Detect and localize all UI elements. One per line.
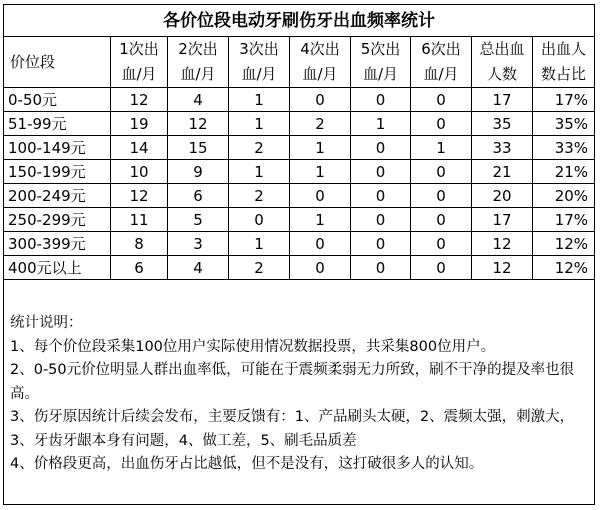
column-header-line: 4次出 bbox=[300, 40, 340, 58]
count-cell: 21 bbox=[472, 160, 533, 184]
note-item-2: 2、0-50元价位明显人群出血率低，可能在于震频柔弱无力所致，刷不干净的提及率也很高。 bbox=[10, 362, 575, 402]
count-cell: 0 bbox=[290, 232, 351, 256]
price-range-cell: 51-99元 bbox=[4, 112, 111, 136]
count-cell: 12 bbox=[472, 256, 533, 280]
column-header-line: 血/月 bbox=[241, 65, 277, 83]
count-cell: 12 bbox=[168, 112, 229, 136]
count-cell: 35 bbox=[472, 112, 533, 136]
column-header-line: 出血人 bbox=[541, 40, 587, 58]
percentage-cell: 17% bbox=[533, 88, 595, 112]
count-cell: 20 bbox=[472, 184, 533, 208]
count-cell: 0 bbox=[290, 256, 351, 280]
count-cell: 4 bbox=[168, 256, 229, 280]
count-cell: 19 bbox=[111, 112, 168, 136]
count-cell: 0 bbox=[351, 208, 411, 232]
column-header-line: 3次出 bbox=[239, 40, 279, 58]
notes-section bbox=[10, 312, 590, 477]
count-cell: 0 bbox=[411, 88, 472, 112]
header-row bbox=[4, 37, 595, 88]
count-cell: 17 bbox=[472, 88, 533, 112]
table-row bbox=[4, 160, 595, 184]
column-header bbox=[533, 37, 595, 88]
price-range-cell: 400元以上 bbox=[4, 256, 111, 280]
count-cell: 14 bbox=[111, 136, 168, 160]
column-header bbox=[351, 37, 411, 88]
count-cell: 5 bbox=[168, 208, 229, 232]
column-header-line: 血/月 bbox=[423, 65, 459, 83]
price-range-cell: 100-149元 bbox=[4, 136, 111, 160]
count-cell: 0 bbox=[351, 160, 411, 184]
table-row bbox=[4, 112, 595, 136]
percentage-cell: 20% bbox=[533, 184, 595, 208]
count-cell: 0 bbox=[351, 136, 411, 160]
column-header bbox=[229, 37, 290, 88]
count-cell: 3 bbox=[168, 232, 229, 256]
count-cell: 0 bbox=[290, 184, 351, 208]
column-header bbox=[168, 37, 229, 88]
count-cell: 1 bbox=[229, 112, 290, 136]
price-range-cell: 0-50元 bbox=[4, 88, 111, 112]
count-cell: 11 bbox=[111, 208, 168, 232]
count-cell: 2 bbox=[290, 112, 351, 136]
column-header-line: 数占比 bbox=[541, 65, 587, 83]
column-header-line: 总出血 bbox=[479, 40, 525, 58]
count-cell: 6 bbox=[168, 184, 229, 208]
table-row bbox=[4, 88, 595, 112]
table-row bbox=[4, 184, 595, 208]
count-cell: 0 bbox=[411, 160, 472, 184]
count-cell: 1 bbox=[290, 160, 351, 184]
count-cell: 0 bbox=[411, 112, 472, 136]
column-header-line: 5次出 bbox=[360, 40, 401, 58]
column-header-line: 血/月 bbox=[302, 65, 338, 83]
count-cell: 0 bbox=[411, 256, 472, 280]
count-cell: 8 bbox=[111, 232, 168, 256]
count-cell: 1 bbox=[229, 88, 290, 112]
statistics-sheet bbox=[3, 4, 595, 505]
column-header bbox=[472, 37, 533, 88]
table-body bbox=[4, 88, 595, 280]
percentage-cell: 17% bbox=[533, 208, 595, 232]
percentage-cell: 12% bbox=[533, 256, 595, 280]
percentage-cell: 33% bbox=[533, 136, 595, 160]
percentage-cell: 12% bbox=[533, 232, 595, 256]
count-cell: 0 bbox=[351, 184, 411, 208]
count-cell: 12 bbox=[111, 88, 168, 112]
column-header-line: 1次出 bbox=[119, 40, 159, 58]
column-header-line: 血/月 bbox=[180, 65, 216, 83]
count-cell: 0 bbox=[351, 256, 411, 280]
percentage-cell: 35% bbox=[533, 112, 595, 136]
column-header-line: 6次出 bbox=[421, 40, 461, 58]
count-cell: 4 bbox=[168, 88, 229, 112]
count-cell: 1 bbox=[351, 112, 411, 136]
count-cell: 33 bbox=[472, 136, 533, 160]
table-title: 各价位段电动牙刷伤牙出血频率统计 bbox=[4, 5, 595, 37]
price-range-cell: 250-299元 bbox=[4, 208, 111, 232]
count-cell: 2 bbox=[229, 136, 290, 160]
column-header-line: 2次出 bbox=[178, 40, 218, 58]
note-item-1: 1、每个价位段采集100位用户实际使用情况数据投票，共采集800位用户。 bbox=[10, 338, 496, 355]
column-header bbox=[290, 37, 351, 88]
count-cell: 2 bbox=[229, 184, 290, 208]
notes-heading: 统计说明： bbox=[10, 315, 83, 331]
percentage-cell: 21% bbox=[533, 160, 595, 184]
count-cell: 9 bbox=[168, 160, 229, 184]
count-cell: 0 bbox=[411, 232, 472, 256]
column-header-line: 血/月 bbox=[121, 65, 157, 83]
column-header bbox=[411, 37, 472, 88]
count-cell: 1 bbox=[411, 136, 472, 160]
count-cell: 17 bbox=[472, 208, 533, 232]
column-header bbox=[111, 37, 168, 88]
count-cell: 6 bbox=[111, 256, 168, 280]
count-cell: 0 bbox=[351, 232, 411, 256]
price-range-cell: 200-249元 bbox=[4, 184, 111, 208]
column-header-line: 血/月 bbox=[362, 65, 399, 83]
table-row bbox=[4, 256, 595, 280]
note-item-3: 3、伤牙原因统计后续会发布，主要反馈有：1、产品刷头太硬，2、震频太强，刺激大，3、牙齿牙龈本身有问题，4、做工差，5、刷毛品质差 bbox=[10, 409, 575, 449]
bleeding-frequency-table bbox=[3, 4, 595, 280]
count-cell: 1 bbox=[290, 136, 351, 160]
count-cell: 1 bbox=[229, 232, 290, 256]
count-cell: 12 bbox=[111, 184, 168, 208]
column-header bbox=[4, 37, 111, 88]
count-cell: 0 bbox=[411, 184, 472, 208]
count-cell: 1 bbox=[229, 160, 290, 184]
count-cell: 0 bbox=[351, 88, 411, 112]
price-range-cell: 150-199元 bbox=[4, 160, 111, 184]
column-header-line: 人数 bbox=[486, 65, 517, 83]
count-cell: 10 bbox=[111, 160, 168, 184]
count-cell: 12 bbox=[472, 232, 533, 256]
note-item-4: 4、价格段更高，出血伤牙占比越低，但不是没有，这打破很多人的认知。 bbox=[10, 456, 484, 472]
price-range-cell: 300-399元 bbox=[4, 232, 111, 256]
count-cell: 2 bbox=[229, 256, 290, 280]
table-row bbox=[4, 208, 595, 232]
table-row bbox=[4, 136, 595, 160]
count-cell: 1 bbox=[290, 208, 351, 232]
count-cell: 0 bbox=[411, 208, 472, 232]
count-cell: 0 bbox=[290, 88, 351, 112]
column-header-line: 价位段 bbox=[10, 52, 56, 71]
count-cell: 15 bbox=[168, 136, 229, 160]
count-cell: 0 bbox=[229, 208, 290, 232]
table-row bbox=[4, 232, 595, 256]
